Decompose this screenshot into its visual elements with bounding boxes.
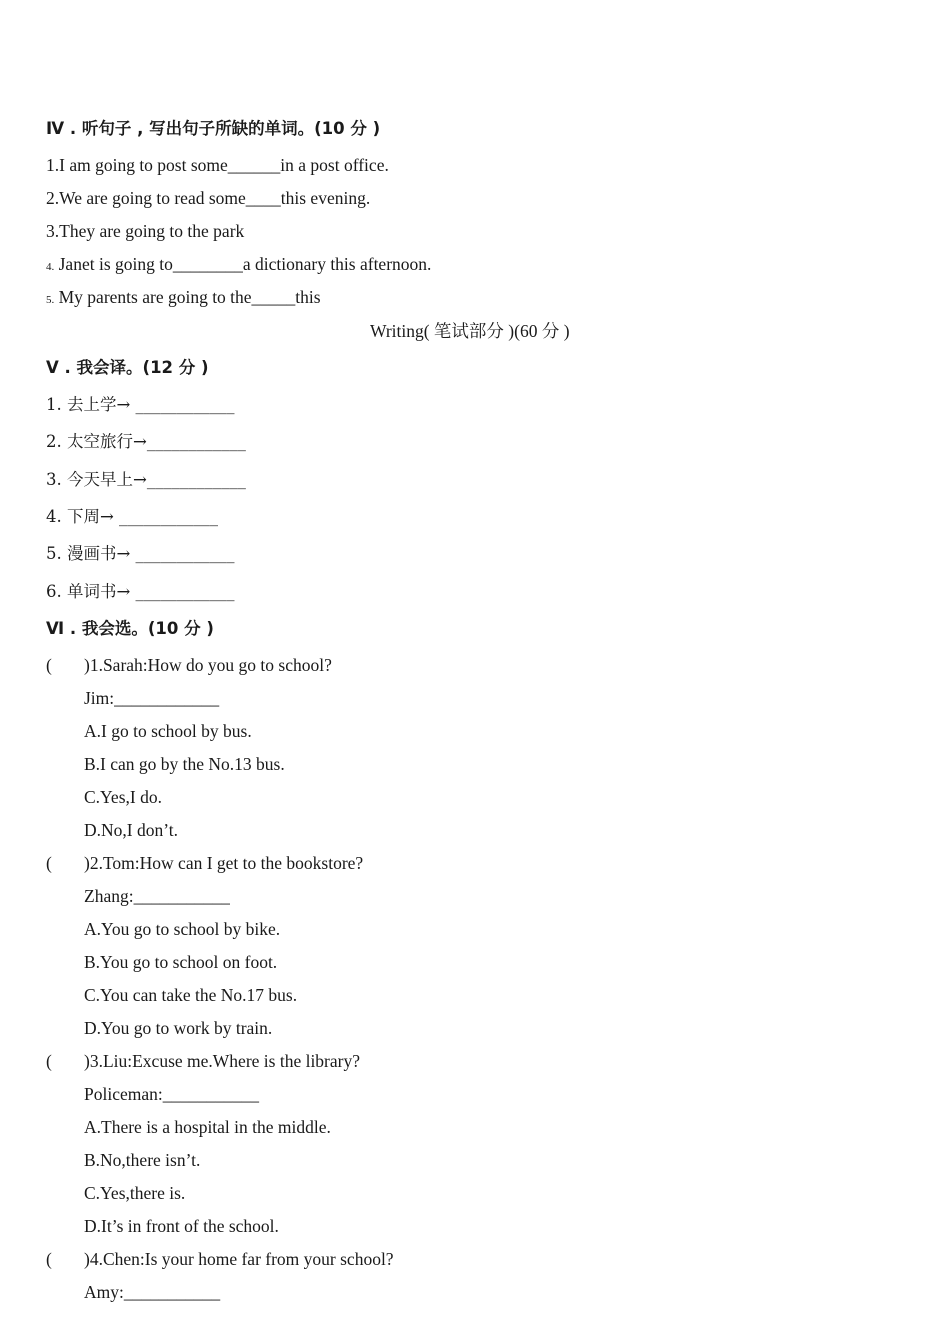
answer-paren: ( <box>46 853 52 873</box>
question-1-option-b: B.I can go by the No.13 bus. <box>84 754 285 774</box>
section-5-item-6: 6. 单词书→ ____________ <box>46 582 235 601</box>
section-4-item-1: 1.I am going to post some______in a post office. <box>46 155 389 175</box>
item-text: Janet is going to________a dictionary this afternoon. <box>58 254 432 274</box>
answer-paren: ( <box>46 1051 52 1071</box>
question-3 <box>46 1050 360 1072</box>
question-3-option-b: B.No,there isn’t. <box>84 1150 201 1170</box>
answer-paren: ( <box>46 655 52 675</box>
item-text: My parents are going to the_____this <box>58 287 321 307</box>
question-text: )2.Tom:How can I get to the bookstore? <box>84 853 364 873</box>
question-2-option-a: A.You go to school by bike. <box>84 919 281 939</box>
section-4-item-5 <box>46 286 321 311</box>
answer-paren: ( <box>46 1249 52 1269</box>
section-5-item-5: 5. 漫画书→ ____________ <box>46 544 235 563</box>
question-2-option-c: C.You can take the No.17 bus. <box>84 985 298 1005</box>
question-1-option-d: D.No,I don’t. <box>84 820 178 840</box>
question-text: )4.Chen:Is your home far from your school? <box>84 1249 394 1269</box>
question-text: )3.Liu:Excuse me.Where is the library? <box>84 1051 361 1071</box>
question-3-option-a: A.There is a hospital in the middle. <box>84 1117 331 1137</box>
question-1-option-c: C.Yes,I do. <box>84 787 162 807</box>
item-number: 4. <box>46 261 55 273</box>
question-2 <box>46 852 363 874</box>
writing-title: Writing( 笔试部分 )(60 分 ) <box>370 321 570 341</box>
section-4-item-3: 3.They are going to the park <box>46 221 245 241</box>
section-5-item-1: 1. 去上学→ ____________ <box>46 395 235 414</box>
question-2-option-b: B.You go to school on foot. <box>84 952 278 972</box>
section-5-item-2: 2. 太空旅行→____________ <box>46 432 246 451</box>
question-3-option-d: D.It’s in front of the school. <box>84 1216 279 1236</box>
section-4-item-4 <box>46 253 431 278</box>
question-1-option-a: A.I go to school by bus. <box>84 721 252 741</box>
question-2-option-d: D.You go to work by train. <box>84 1018 273 1038</box>
question-4-speaker: Amy:___________ <box>84 1282 221 1302</box>
item-number: 5. <box>46 294 55 306</box>
question-3-speaker: Policeman:___________ <box>84 1084 259 1104</box>
section-6-heading: Ⅵ . 我会选。(10 分 ) <box>46 619 214 638</box>
question-4 <box>46 1248 394 1270</box>
question-3-option-c: C.Yes,there is. <box>84 1183 186 1203</box>
section-4-item-2: 2.We are going to read some____this evening. <box>46 188 371 208</box>
section-5-item-4: 4. 下周→ ____________ <box>46 507 219 526</box>
question-1 <box>46 654 332 676</box>
section-5-heading: Ⅴ . 我会译。(12 分 ) <box>46 358 209 377</box>
section-5-item-3: 3. 今天早上→____________ <box>46 470 246 489</box>
section-4-heading: Ⅳ . 听句子 , 写出句子所缺的单词。(10 分 ) <box>46 119 381 138</box>
question-2-speaker: Zhang:___________ <box>84 886 230 906</box>
question-1-speaker: Jim:____________ <box>84 688 220 708</box>
question-text: )1.Sarah:How do you go to school? <box>84 655 332 675</box>
